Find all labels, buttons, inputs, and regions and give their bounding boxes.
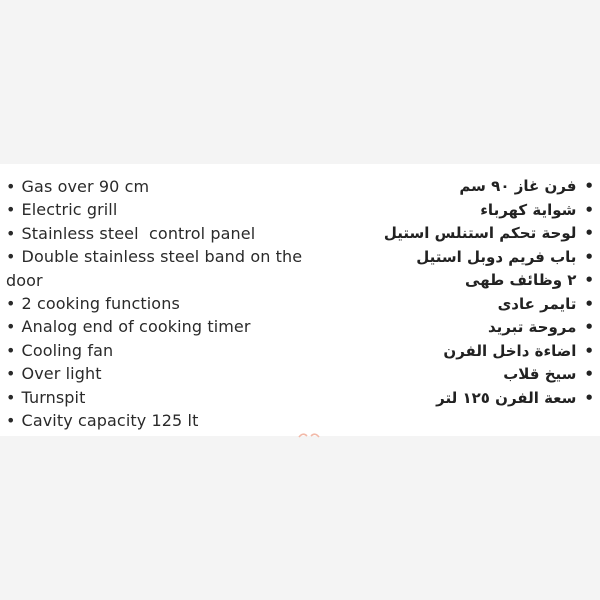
feature-item-ar: •تايمر عادى xyxy=(324,293,594,317)
bullet-icon: • xyxy=(584,247,594,266)
feature-item-en-continuation: door xyxy=(6,270,43,290)
feature-item-en: • 2 cooking functions xyxy=(6,292,336,315)
feature-item-en: • Cavity capacity 125 lt xyxy=(6,409,336,432)
bullet-icon: • xyxy=(6,387,16,407)
feature-item-ar: •سعة الفرن ١٢٥ لتر xyxy=(324,387,594,411)
bullet-icon: • xyxy=(6,200,16,220)
bullet-icon: • xyxy=(584,271,594,289)
feature-item-en: • Over light xyxy=(6,362,336,385)
spec-card xyxy=(0,164,600,436)
bullet-icon: • xyxy=(584,177,594,195)
english-feature-list xyxy=(6,175,336,432)
bullet-icon: • xyxy=(584,224,594,242)
arabic-feature-list xyxy=(324,175,594,410)
bullet-icon: • xyxy=(584,341,594,360)
feature-item-ar: •مروحة تبريد xyxy=(324,316,594,340)
feature-item-en: • Analog end of cooking timer xyxy=(6,315,336,338)
feature-item-ar: •لوحة تحكم استنلس استيل xyxy=(324,222,594,246)
bullet-icon: • xyxy=(584,365,594,383)
bullet-icon: • xyxy=(584,388,594,407)
bullet-icon: • xyxy=(6,411,16,431)
decorative-mark-icon xyxy=(298,432,320,438)
feature-item-en: • Turnspit xyxy=(6,386,336,409)
feature-item-ar: •اضاءة داخل الفرن xyxy=(324,340,594,364)
bullet-icon: • xyxy=(6,294,16,314)
feature-item-en: • Gas over 90 cm xyxy=(6,175,336,198)
bullet-icon: • xyxy=(6,317,16,337)
bullet-icon: • xyxy=(6,247,16,267)
feature-item-en: • Double stainless steel band on the xyxy=(6,245,336,268)
feature-item-ar: •باب فريم دوبل استيل xyxy=(324,246,594,270)
feature-item-ar: •شواية كهرباء xyxy=(324,199,594,223)
bullet-icon: • xyxy=(6,340,16,360)
bullet-icon: • xyxy=(584,294,594,313)
bullet-icon: • xyxy=(6,364,16,384)
feature-item-en: • Electric grill xyxy=(6,198,336,221)
bullet-icon: • xyxy=(6,177,16,196)
bullet-icon: • xyxy=(6,223,16,243)
feature-item-ar: •٢ وظائف طهى xyxy=(324,269,594,293)
bullet-icon: • xyxy=(584,318,594,336)
feature-item-en: • Stainless steel control panel xyxy=(6,222,336,245)
feature-item-ar: •فرن غاز ٩٠ سم xyxy=(324,175,594,199)
feature-item-ar: •سيخ قلاب xyxy=(324,363,594,387)
feature-item-en: • Cooling fan xyxy=(6,339,336,362)
bullet-icon: • xyxy=(584,200,594,219)
